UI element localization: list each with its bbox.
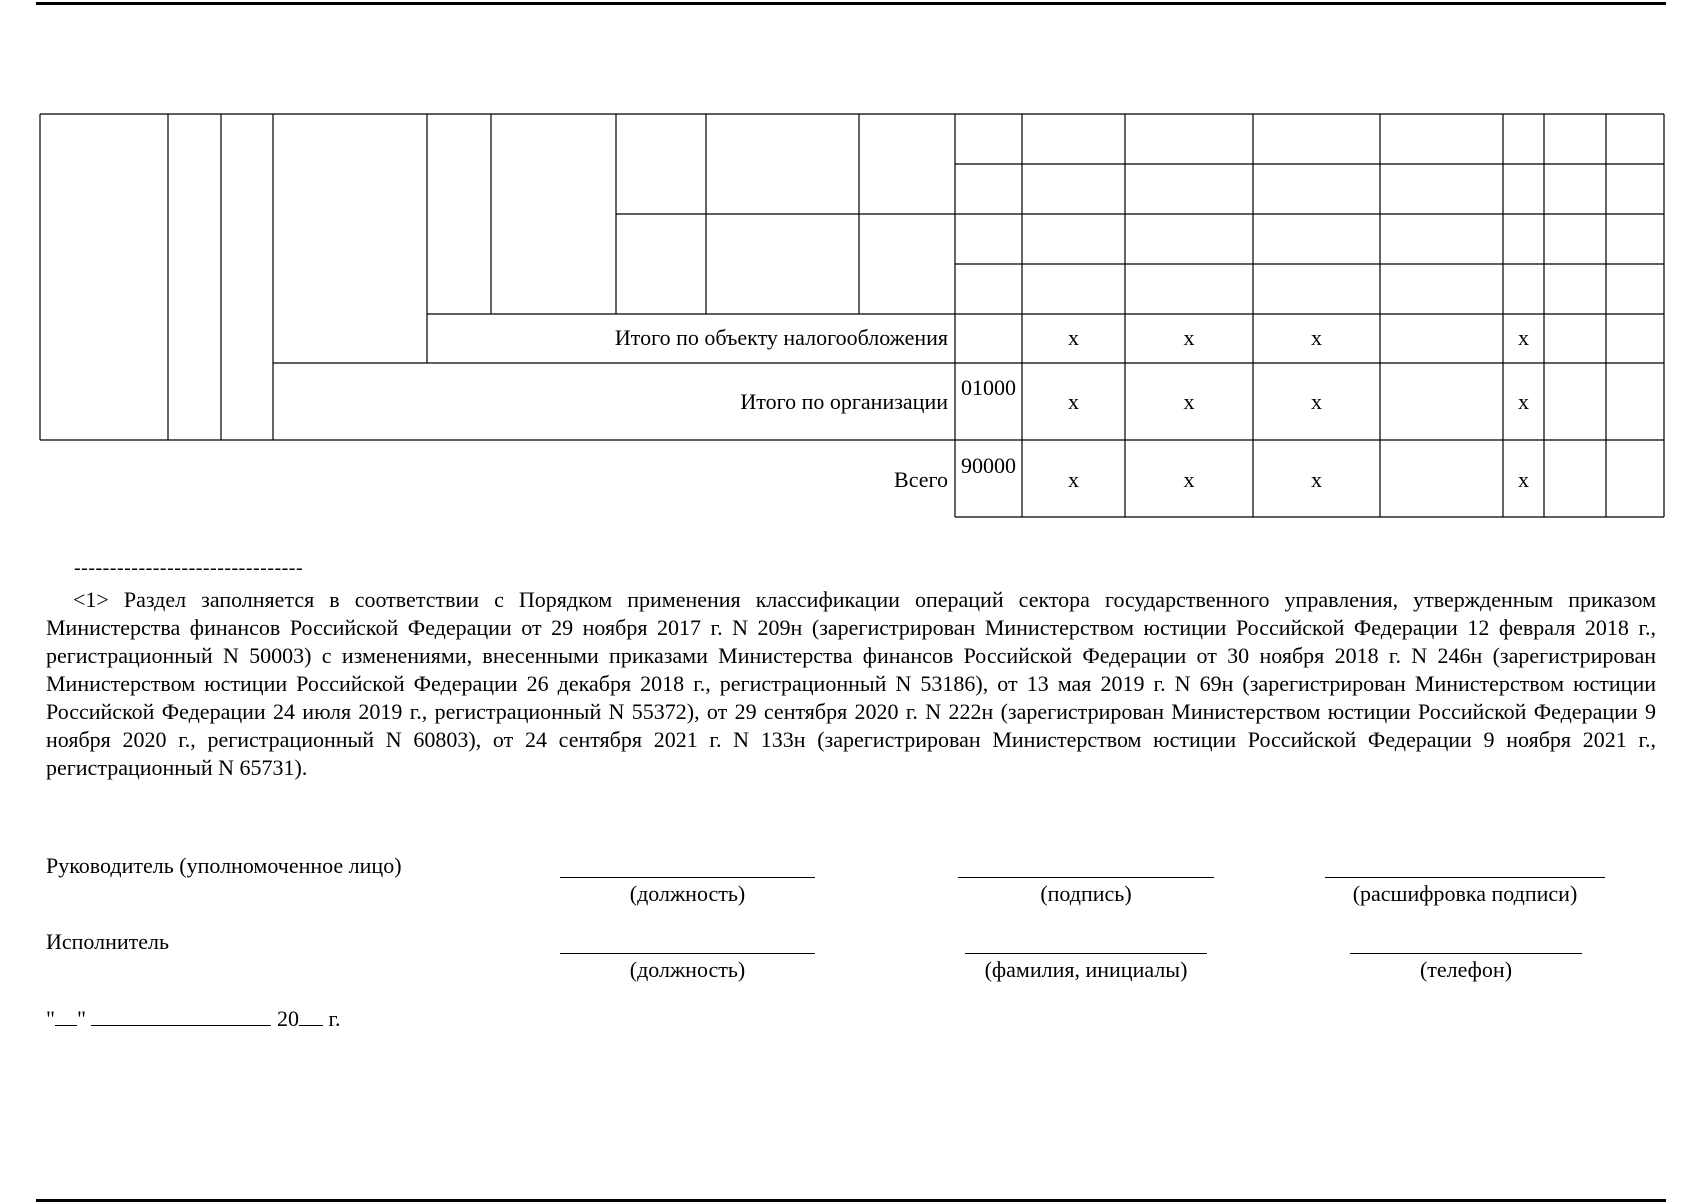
executor-phone-line[interactable]: [1350, 953, 1582, 954]
row-grand-total-label: Всего: [894, 467, 948, 492]
row-object-total-label: Итого по объекту налогообложения: [614, 325, 948, 350]
date-year-blank[interactable]: [299, 1005, 323, 1026]
date-open-quote: ": [46, 1006, 55, 1031]
head-position-caption: (должность): [629, 881, 746, 906]
row-org-total-cell-2: x: [1183, 389, 1195, 414]
executor-label: Исполнитель: [46, 929, 170, 954]
footnote-separator: --------------------------------: [74, 557, 304, 579]
executor-position-caption: (должность): [629, 957, 746, 982]
row-grand-total-cell-1: x: [1068, 467, 1079, 492]
date-day-blank[interactable]: [55, 1005, 77, 1026]
row-object-total-cell-3: x: [1311, 325, 1322, 350]
row-grand-total-cell-2: x: [1183, 467, 1195, 492]
executor-name-line[interactable]: [965, 953, 1207, 954]
executor-name-caption: (фамилия, инициалы): [984, 957, 1188, 982]
head-position-line[interactable]: [560, 877, 815, 878]
row-grand-total-cell-5: x: [1518, 467, 1529, 492]
head-signature-caption: (подпись): [1040, 881, 1132, 906]
row-org-total-cell-1: x: [1068, 389, 1079, 414]
head-signature-line[interactable]: [958, 877, 1214, 878]
row-org-total-code: 01000: [961, 375, 1016, 400]
head-signature-decode-line[interactable]: [1325, 877, 1605, 878]
row-org-total-label: Итого по организации: [740, 389, 948, 414]
date-year-prefix: 20: [276, 1006, 299, 1031]
date-month-blank[interactable]: [91, 1005, 271, 1026]
executor-position-line[interactable]: [560, 953, 815, 954]
row-object-total-cell-1: x: [1068, 325, 1079, 350]
footnote-text: <1> Раздел заполняется в соответствии с Порядком применения классификации операций сектора государственного управления, утвержденным приказом Министерства финансов Российской Федерации от 29 ноября 2017 г. N 209н (зарегистрирован Министерством юстиции Российской Федерации 12 февраля 2018 г., регистрационный N 50003) с изменениями, внесенными приказами Министерства финансов Российской Федерации от 30 ноября 2018 г. N 246н (зарегистрирован Министерством юстиции Российской Федерации 26 декабря 2018 г., регистрационный N 53186), от 13 мая 2019 г. N 69н (зарегистрирован Министерством юстиции Российской Федерации 24 июля 2019 г., регистрационный N 55372), от 29 сентября 2020 г. N 222н (зарегистрирован Министерством юстиции Российской Федерации 9 ноября 2020 г., регистрационный N 60803), от 24 сентября 2021 г. N 133н (зарегистрирован Министерством юстиции Российской Федерации 9 ноября 2021 г., регистрационный N 65731).: [46, 587, 1656, 780]
row-org-total-cell-3: x: [1311, 389, 1322, 414]
row-object-total-cell-2: x: [1183, 325, 1195, 350]
row-grand-total-cell-3: x: [1311, 467, 1322, 492]
row-grand-total-code: 90000: [961, 453, 1016, 478]
row-org-total-cell-5: x: [1518, 389, 1529, 414]
date-close-quote: ": [76, 1006, 86, 1031]
executor-phone-caption: (телефон): [1419, 957, 1513, 982]
row-object-total-cell-5: x: [1518, 325, 1529, 350]
date-year-suffix: г.: [328, 1006, 341, 1031]
date-row: [46, 1005, 341, 1032]
head-signature-label: Руководитель (уполномоченное лицо): [46, 853, 402, 878]
head-signature-decode-caption: (расшифровка подписи): [1352, 881, 1578, 906]
